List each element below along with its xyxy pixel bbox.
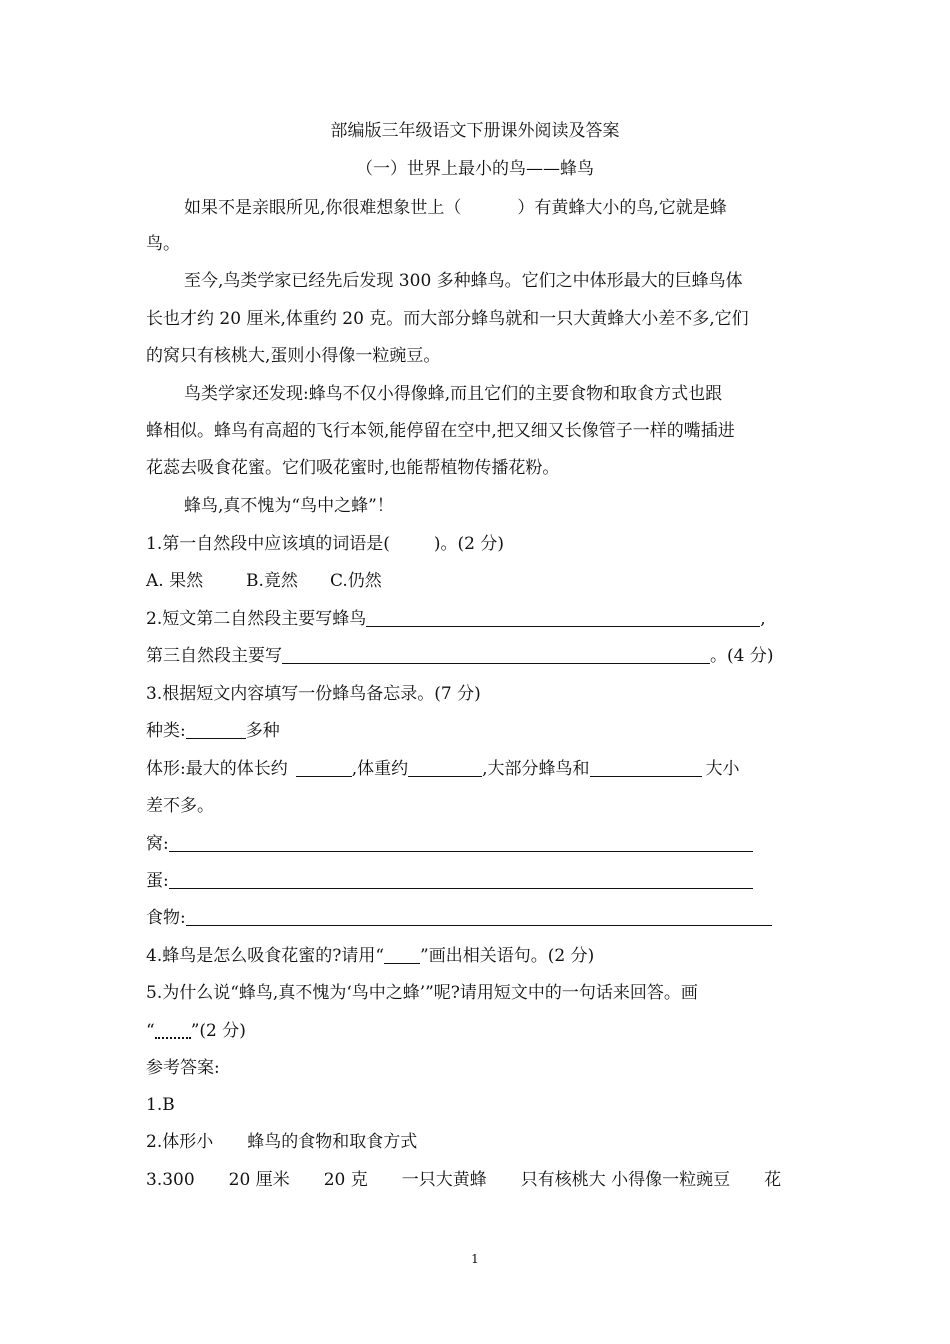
document-title: 部编版三年级语文下册课外阅读及答案 xyxy=(330,121,620,141)
question-1: 1.第一自然段中应该填的词语是( )。(2 分) xyxy=(146,534,504,554)
paragraph-3-line-1: 鸟类学家还发现:蜂鸟不仅小得像蜂,而且它们的主要食物和取食方式也跟 xyxy=(184,384,723,404)
answer-blank[interactable] xyxy=(296,758,352,777)
question-5-line-1: 5.为什么说“蜂鸟,真不愧为‘鸟中之蜂’”呢?请用短文中的一句话来回答。画 xyxy=(146,983,698,1003)
passage-subtitle: （一）世界上最小的鸟——蜂鸟 xyxy=(356,159,594,179)
answer-blank[interactable] xyxy=(169,870,753,889)
paragraph-2-line-2: 长也才约 20 厘米,体重约 20 克。而大部分蜂鸟就和一只大黄蜂大小差不多,它们 xyxy=(146,309,749,329)
answers-heading: 参考答案: xyxy=(146,1058,220,1078)
paragraph-1-line-2: 鸟。 xyxy=(146,234,180,254)
paragraph-1-line-1 xyxy=(184,197,727,219)
memo-food: 食物: xyxy=(146,907,772,929)
option-b[interactable]: B.竟然 xyxy=(246,571,298,591)
paragraph-text: 如果不是亲眼所见,你很难想象世上（ xyxy=(184,198,462,218)
paragraph-2-line-1: 至今,鸟类学家已经先后发现 300 多种蜂鸟。它们之中体形最大的巨蜂鸟体 xyxy=(184,271,743,291)
paragraph-3-line-2: 蜂相似。蜂鸟有高超的飞行本领,能停留在空中,把又细又长像管子一样的嘴插进 xyxy=(146,421,735,441)
memo-egg: 蛋: xyxy=(146,870,753,892)
question-3: 3.根据短文内容填写一份蜂鸟备忘录。(7 分) xyxy=(146,684,481,704)
option-c[interactable]: C.仍然 xyxy=(330,571,382,591)
question-2-line-1: 2.短文第二自然段主要写蜂鸟 , xyxy=(146,609,766,629)
answer-blank[interactable] xyxy=(408,758,482,777)
question-1-options xyxy=(146,570,382,592)
answer-blank[interactable] xyxy=(282,645,710,664)
answer-blank[interactable] xyxy=(186,720,246,739)
underline-sample xyxy=(384,945,420,964)
answer-blank[interactable] xyxy=(186,907,772,926)
answer-3: 3.300 20 厘米 20 克 一只大黄蜂 只有核桃大 小得像一粒豌豆 花 xyxy=(146,1170,782,1190)
memo-body-cont: 差不多。 xyxy=(146,796,214,816)
paragraph-2-line-3: 的窝只有核桃大,蛋则小得像一粒豌豆。 xyxy=(146,346,441,366)
answer-1: 1.B xyxy=(146,1095,175,1115)
answer-blank[interactable] xyxy=(590,758,702,777)
memo-nest: 窝: xyxy=(146,833,753,855)
paragraph-4: 蜂鸟,真不愧为“鸟中之蜂”！ xyxy=(184,496,394,516)
option-a[interactable]: A. 果然 xyxy=(146,571,204,591)
question-2-line-2: 第三自然段主要写 。(4 分) xyxy=(146,646,774,666)
paragraph-3-line-3: 花蕊去吸食花蜜。它们吸花蜜时,也能帮植物传播花粉。 xyxy=(146,458,560,478)
answer-blank[interactable] xyxy=(366,608,760,627)
question-5-line-2: “ ”(2 分) xyxy=(146,1021,246,1041)
memo-body: 体形:最大的体长约 ,体重约 ,大部分蜂鸟和 大小 xyxy=(146,759,740,779)
memo-kind: 种类: 多种 xyxy=(146,721,280,741)
answer-blank[interactable] xyxy=(169,833,753,852)
paragraph-text: ）有黄蜂大小的鸟,它就是蜂 xyxy=(517,198,727,218)
page-number: 1 xyxy=(471,1252,479,1266)
answer-2: 2.体形小 蜂鸟的食物和取食方式 xyxy=(146,1132,418,1152)
question-4: 4.蜂鸟是怎么吸食花蜜的?请用“ ”画出相关语句。(2 分) xyxy=(146,946,595,966)
dotted-underline-sample xyxy=(155,1019,191,1039)
